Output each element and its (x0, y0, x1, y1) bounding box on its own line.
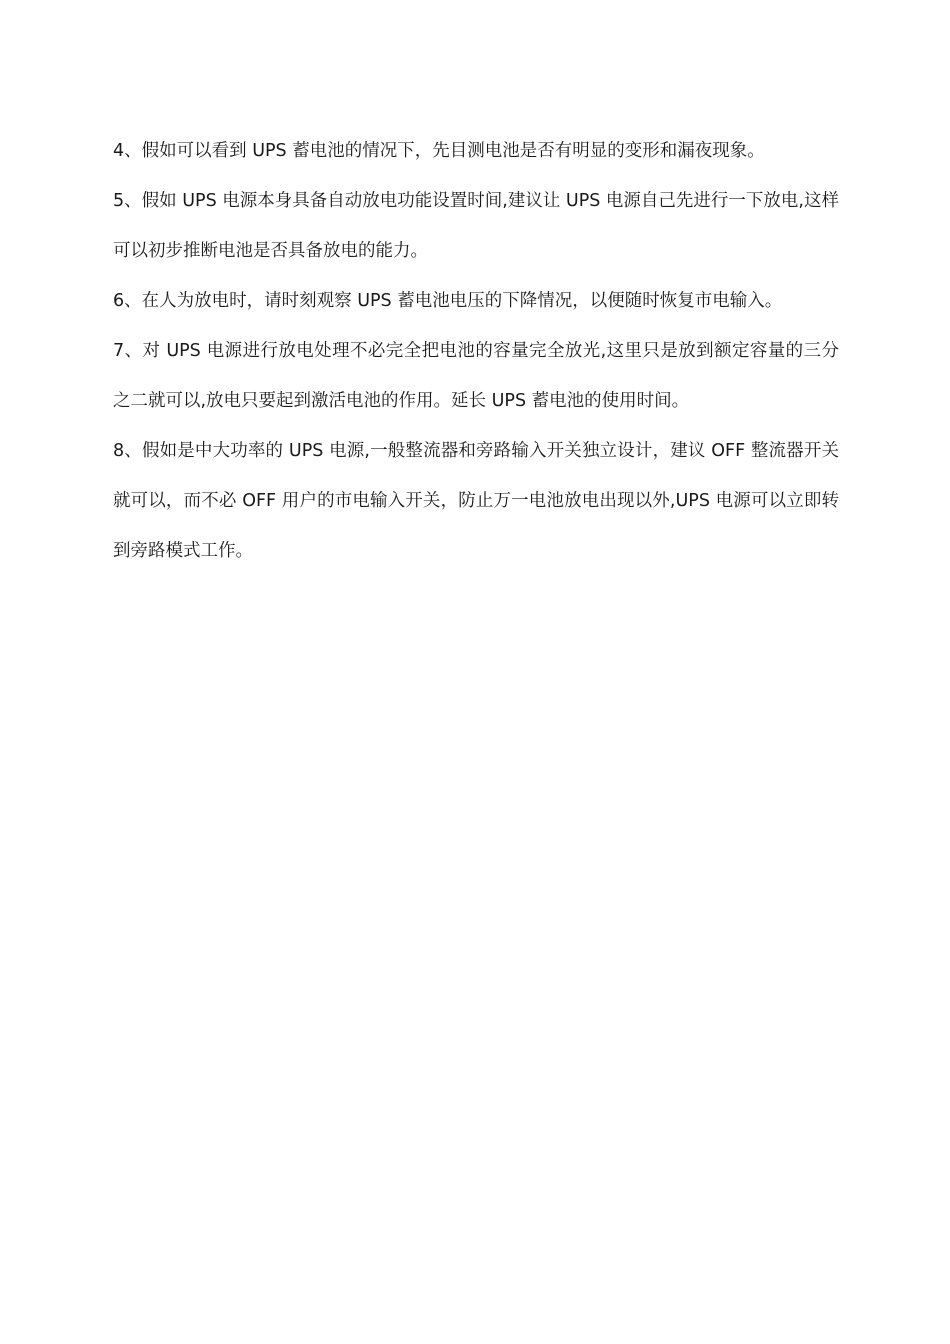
paragraph-item-6: 6、在人为放电时，请时刻观察 UPS 蓄电池电压的下降情况，以便随时恢复市电输入。 (113, 291, 783, 311)
document-body (113, 126, 839, 576)
paragraph-item-5: 5、假如 UPS 电源本身具备自动放电功能设置时间,建议让 UPS 电源自己先进行一下放电,这样可以初步推断电池是否具备放电的能力。 (113, 191, 839, 261)
paragraph-item-8: 8、假如是中大功率的 UPS 电源,一般整流器和旁路输入开关独立设计，建议 OFF 整流器开关就可以，而不必 OFF 用户的市电输入开关，防止万一电池放电出现以外,UPS 电源可以立即转到旁路模式工作。 (113, 441, 839, 561)
paragraph-item-4: 4、假如可以看到 UPS 蓄电池的情况下，先目测电池是否有明显的变形和漏夜现象。 (113, 141, 765, 161)
paragraph-item-7: 7、对 UPS 电源进行放电处理不必完全把电池的容量完全放光,这里只是放到额定容量的三分之二就可以,放电只要起到激活电池的作用。延长 UPS 蓄电池的使用时间。 (113, 341, 839, 411)
